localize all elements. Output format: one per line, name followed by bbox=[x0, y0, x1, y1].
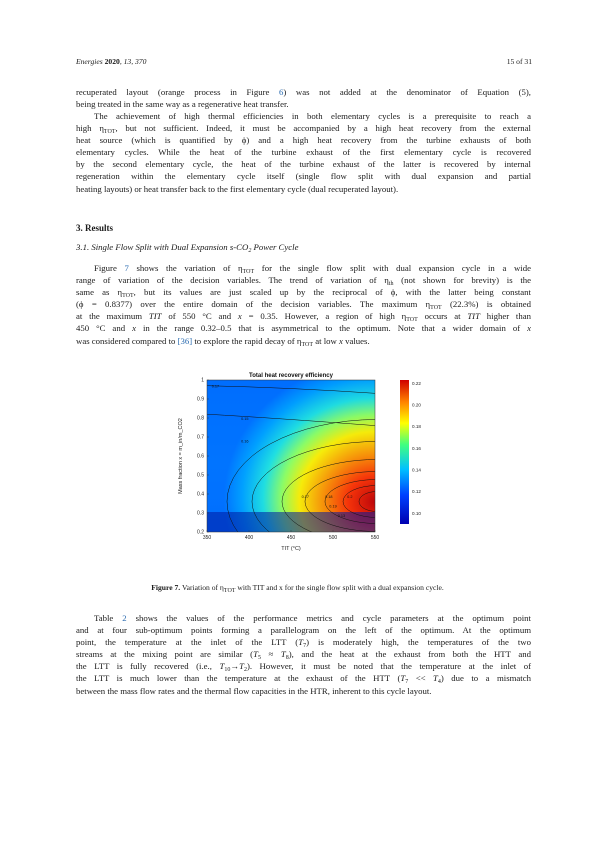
section-heading: 3. Results bbox=[76, 223, 114, 233]
article-number: 370 bbox=[135, 57, 147, 66]
y-tick-label: 0.7 bbox=[197, 434, 204, 441]
text-line: Table 2 shows the values of the performance metrics and cycle parameters at the optimum point bbox=[94, 613, 531, 623]
text-line: The achievement of high thermal efficiencies in both elementary cycles is a prerequisite to reach a bbox=[94, 111, 531, 121]
paragraph-3 bbox=[76, 262, 531, 347]
reference-36-link[interactable]: [36] bbox=[177, 335, 193, 346]
y-tick-label: 1 bbox=[201, 377, 204, 384]
running-header: Energies 2020, 13, 370 bbox=[76, 57, 147, 66]
figure-7-link[interactable]: 7 bbox=[124, 263, 129, 273]
colorbar-tick-label: 0.20 bbox=[412, 402, 421, 408]
text-line: was considered compared to [36] to explore the rapid decay of $\eta_{TOT}$ at low x values. bbox=[76, 335, 370, 348]
y-tick-label: 0.8 bbox=[197, 415, 204, 422]
x-tick-label: 450 bbox=[286, 535, 296, 541]
y-tick-label: 0.4 bbox=[197, 491, 204, 498]
text-line: same as $\eta_{TOT}$, but its values are just scaled up by the reciprocal of ϕ, with the latter being constant bbox=[76, 287, 531, 300]
page-number: 15 of 31 bbox=[506, 57, 532, 66]
colorbar bbox=[400, 380, 409, 524]
caption-label: Figure 7. bbox=[151, 583, 181, 592]
colorbar-tick-label: 0.14 bbox=[412, 467, 421, 473]
text-line: range of variation of the decision variables. The trend of variation of $\eta_{th}$ (not shown for brevity) is the bbox=[76, 275, 532, 288]
text-line: heating layouts) or heat transfer back to the first elementary cycle (dual recuperated layout). bbox=[76, 183, 399, 194]
colorbar-tick-label: 0.10 bbox=[412, 510, 421, 516]
colorbar-tick-label: 0.18 bbox=[412, 424, 421, 430]
text-line: Figure 7 shows the variation of $\eta_{TOT}$ for the single flow split with dual expansion cycle in a wide bbox=[94, 263, 531, 275]
x-tick-label: 400 bbox=[244, 535, 254, 541]
journal-name: Energies bbox=[76, 57, 103, 66]
x-tick-label: 500 bbox=[328, 535, 338, 541]
colorbar-ticks bbox=[412, 381, 421, 516]
text-line: recuperated layout (orange process in Figure 6) was not added at the denominator of Equation (5), bbox=[76, 87, 531, 97]
text-line: the LTT is much lower than the temperature at the exhaust of the HTT $(T_7 << T_4)$ due to a mismatch bbox=[76, 673, 531, 686]
text-line: heat source (which is quantified by ϕ) and a high heat recovery from the turbine exhausts of both bbox=[76, 135, 531, 146]
text-line: between the mass flow rates and the thermal flow capacities in the HTR, inherent to this cycle layout. bbox=[76, 685, 432, 696]
text-line: the LTT is fully recovered (i.e., $T_{10}\to T_2$). However, it must be noted that the temperature at the inlet of bbox=[76, 661, 532, 674]
journal-year: 2020 bbox=[104, 57, 120, 66]
text-line: 450 °C and x in the range 0.32–0.5 that is asymmetrical to the optimum. Note that a wider domain of x bbox=[76, 323, 531, 334]
chart-title: Total heat recovery efficiency bbox=[249, 373, 333, 379]
text-line: high $\eta_{TOT}$, but not sufficient. Indeed, it must be accompanied by a high heat recovery from the external bbox=[76, 123, 531, 136]
paragraph-4 bbox=[76, 612, 531, 697]
colorbar-tick-label: 0.22 bbox=[412, 380, 421, 386]
figure-7-heatmap bbox=[170, 368, 430, 568]
table-2-link[interactable]: 2 bbox=[122, 613, 127, 623]
text-line: regeneration within the elementary cycle itself (single flow split with dual expansion and partial bbox=[76, 171, 531, 182]
paragraph-2 bbox=[76, 110, 531, 195]
heatmap-field bbox=[207, 380, 375, 532]
y-tick-label: 0.9 bbox=[197, 396, 204, 403]
y-tick-label: 0.5 bbox=[197, 472, 204, 479]
y-tick-label: 0.2 bbox=[197, 529, 204, 536]
y-axis-label: Mass fraction x = m_in/m_CO2 bbox=[178, 418, 184, 494]
colorbar-tick-label: 0.16 bbox=[412, 445, 421, 451]
subsection-heading: 3.1. Single Flow Split with Dual Expansion $s-CO_2$ Power Cycle bbox=[76, 242, 299, 254]
x-axis-label: TIT (°C) bbox=[281, 546, 301, 552]
text-line: at the maximum TIT of 550 °C and x = 0.35. However, a region of high $\eta_{TOT}$ occurs at TIT higher than bbox=[76, 311, 531, 324]
text-line: being treated in the same way as a regenerative heat transfer. bbox=[76, 99, 289, 110]
x-tick-label: 550 bbox=[370, 535, 380, 541]
paragraph-1 bbox=[76, 86, 531, 110]
contour-label: 0.18 bbox=[325, 494, 333, 499]
text-line: point, the temperature at the inlet of the LTT $(T_7)$ is moderately high, the temperatures of the two bbox=[76, 637, 531, 650]
journal-volume: 13 bbox=[123, 57, 132, 66]
text-line: elementary cycles. While the heat of the turbine exhaust of the first elementary cycle is recovered bbox=[76, 147, 531, 158]
contour-label: 0.15 bbox=[241, 416, 249, 421]
x-tick-label: 350 bbox=[202, 535, 212, 541]
text-line: and at four sub-optimum points forming a parallelogram on the left of the optimum. At the optimum bbox=[76, 625, 531, 636]
colorbar-tick-label: 0.12 bbox=[412, 489, 421, 495]
contour-label: 0.17 bbox=[301, 494, 309, 499]
figure-caption: Figure 7. Variation of $\eta_{TOT}$ with TIT and x for the single flow split with a dual expansion cycle. bbox=[151, 583, 444, 594]
contour-label: 0.2 bbox=[347, 494, 353, 499]
contour-label: 0.16 bbox=[241, 439, 249, 444]
text-line: (ϕ = 0.8377) over the entire domain of the decision variables. The maximum $\eta_{TOT}$ (22.3%) is obtained bbox=[76, 299, 531, 312]
contour-label: 0.13 bbox=[337, 513, 346, 518]
text-line: streams at the mixing point are similar $(T_5 \approx T_8)$, and the heat at the exhaust from both the HTT and bbox=[76, 649, 531, 662]
contour-label: 0.17 bbox=[211, 384, 220, 389]
figure-6-link[interactable]: 6 bbox=[278, 87, 284, 97]
text-line: by the second elementary cycle, the heat of the turbine exhaust of the latter is recovered by internal bbox=[76, 159, 531, 170]
y-tick-label: 0.3 bbox=[197, 510, 204, 517]
y-tick-label: 0.6 bbox=[197, 453, 204, 460]
contour-label: 0.19 bbox=[329, 504, 337, 509]
